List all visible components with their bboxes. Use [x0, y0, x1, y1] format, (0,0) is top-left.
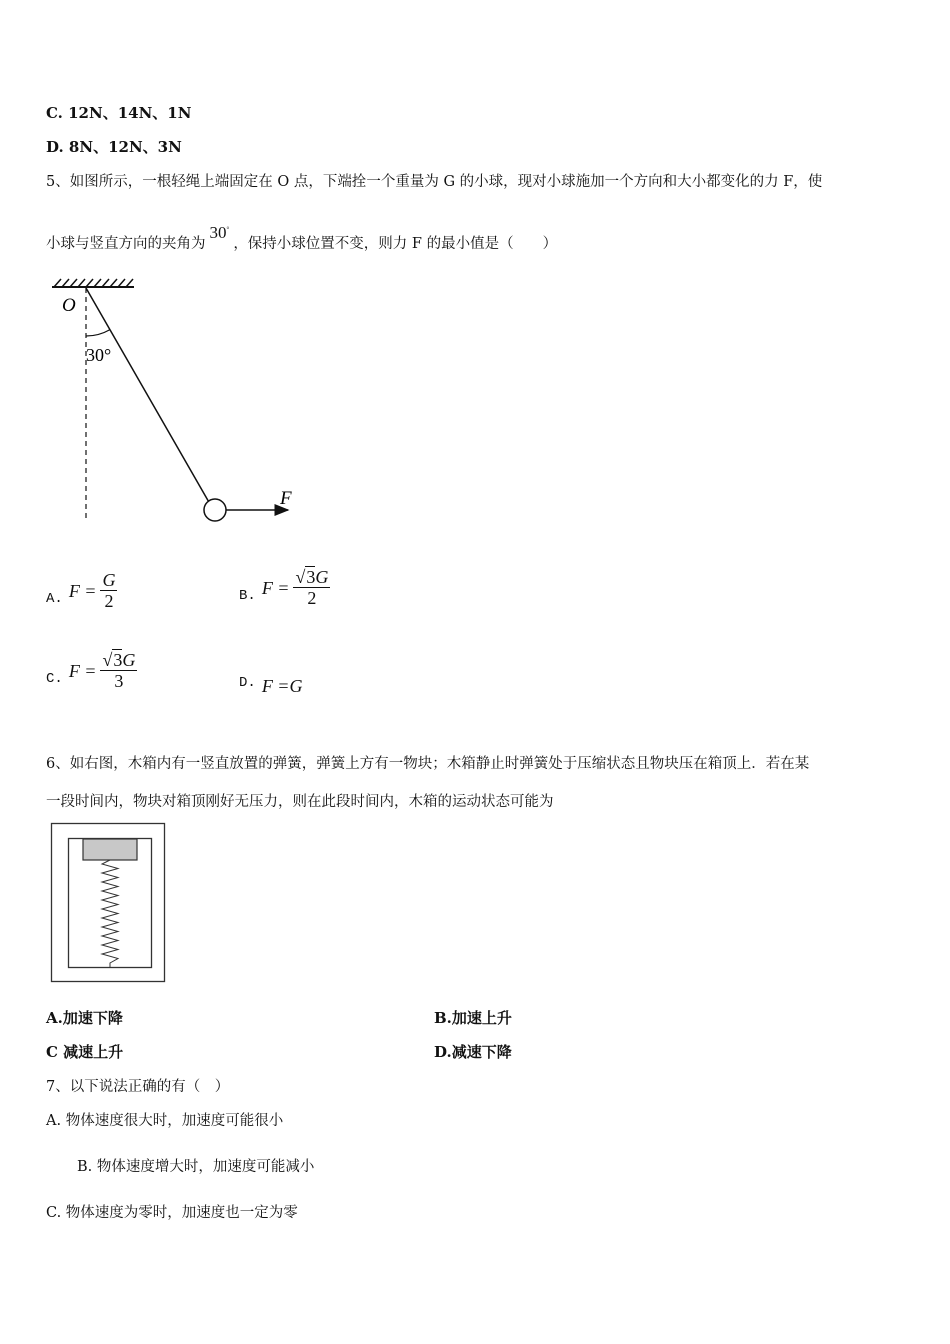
q7-option-b: B. 物体速度增大时，加速度可能减小: [77, 1159, 315, 1175]
q5-angle-number: 30: [209, 223, 227, 242]
q6-option-a-text: A.加速下降: [46, 1009, 123, 1027]
option-c-lhs: F =: [68, 660, 97, 681]
q7-stem: 7、以下说法正确的有（ ）: [46, 1079, 230, 1095]
q5-pendulum-figure: [46, 274, 306, 530]
option-b-numerator: [293, 568, 330, 588]
q6-option-d: [434, 1041, 512, 1062]
option-d-expression: F =G: [261, 676, 303, 696]
force-f-label: F: [280, 488, 292, 509]
option-c-fraction: [100, 651, 137, 691]
option-a-denominator: 2: [104, 591, 114, 611]
option-b-lhs: F =: [261, 577, 290, 598]
option-c-numerator: [100, 651, 137, 671]
ball: [204, 499, 226, 521]
q7-option-c: C. 物体速度为零时，加速度也一定为零: [46, 1205, 298, 1221]
sqrt-symbol: √: [102, 650, 113, 670]
option-b-variable: G: [315, 567, 329, 587]
option-b-denominator: 2: [307, 588, 317, 608]
q4-option-c: C. 12N、14N、1N: [46, 104, 192, 122]
angle-30-label: 30°: [86, 345, 112, 365]
rope: [86, 288, 210, 504]
option-c-radicand: 3: [113, 650, 123, 670]
option-a-lhs: F =: [68, 580, 97, 601]
q5-angle-value: [210, 223, 230, 242]
block: [83, 839, 137, 860]
q6-box-spring-figure: [50, 822, 168, 984]
option-b-radicand: 3: [306, 567, 316, 587]
point-o-label: O: [62, 295, 76, 316]
q6-option-a: [46, 1007, 123, 1028]
q7-option-a: A. 物体速度很大时，加速度可能很小: [46, 1113, 284, 1129]
q5-stem-line2: [46, 223, 558, 253]
option-a-numerator: G: [102, 570, 116, 590]
q5-option-a: [46, 566, 117, 616]
option-a-fraction: [100, 571, 117, 611]
sqrt-symbol: √: [295, 567, 306, 587]
q5-angle-degree: °: [226, 225, 230, 234]
q5-option-d: [239, 670, 303, 696]
q5-option-c: [46, 646, 137, 696]
q6-option-c-text: C 减速上升: [46, 1043, 124, 1061]
q6-option-b: [434, 1007, 512, 1028]
q6-stem-line1: 6、如右图，木箱内有一竖直放置的弹簧，弹簧上方有一物块；木箱静止时弹簧处于压缩状态且物块压在箱顶上．若在某: [46, 756, 810, 772]
ceiling-hatch: [54, 279, 133, 287]
q6-option-d-text: D.减速下降: [434, 1043, 512, 1061]
q5-stem-line2-a: 小球与竖直方向的夹角为: [46, 236, 206, 252]
q5-stem-line2-b: ，保持小球位置不变，则力 F 的最小值是（ ）: [233, 236, 558, 252]
q6-option-c: [46, 1041, 123, 1062]
option-b-label: B.: [239, 588, 256, 604]
option-c-denominator: 3: [114, 671, 124, 691]
angle-arc: [86, 330, 110, 336]
option-a-label: A.: [46, 591, 63, 607]
q6-stem-line2: 一段时间内，物块对箱顶刚好无压力，则在此段时间内，木箱的运动状态可能为: [46, 794, 554, 810]
option-c-variable: G: [122, 650, 136, 670]
option-c-label: C.: [46, 671, 63, 687]
q5-stem-line1: 5、如图所示，一根轻绳上端固定在 O 点，下端拴一个重量为 G 的小球，现对小球施加一个方向和大小都变化的力 F，使: [46, 174, 823, 190]
option-b-fraction: [293, 568, 330, 608]
q6-option-b-text: B.加速上升: [434, 1009, 512, 1027]
option-d-label: D.: [239, 675, 256, 691]
q4-option-d: D. 8N、12N、3N: [46, 138, 182, 156]
q5-option-b: [239, 563, 330, 613]
